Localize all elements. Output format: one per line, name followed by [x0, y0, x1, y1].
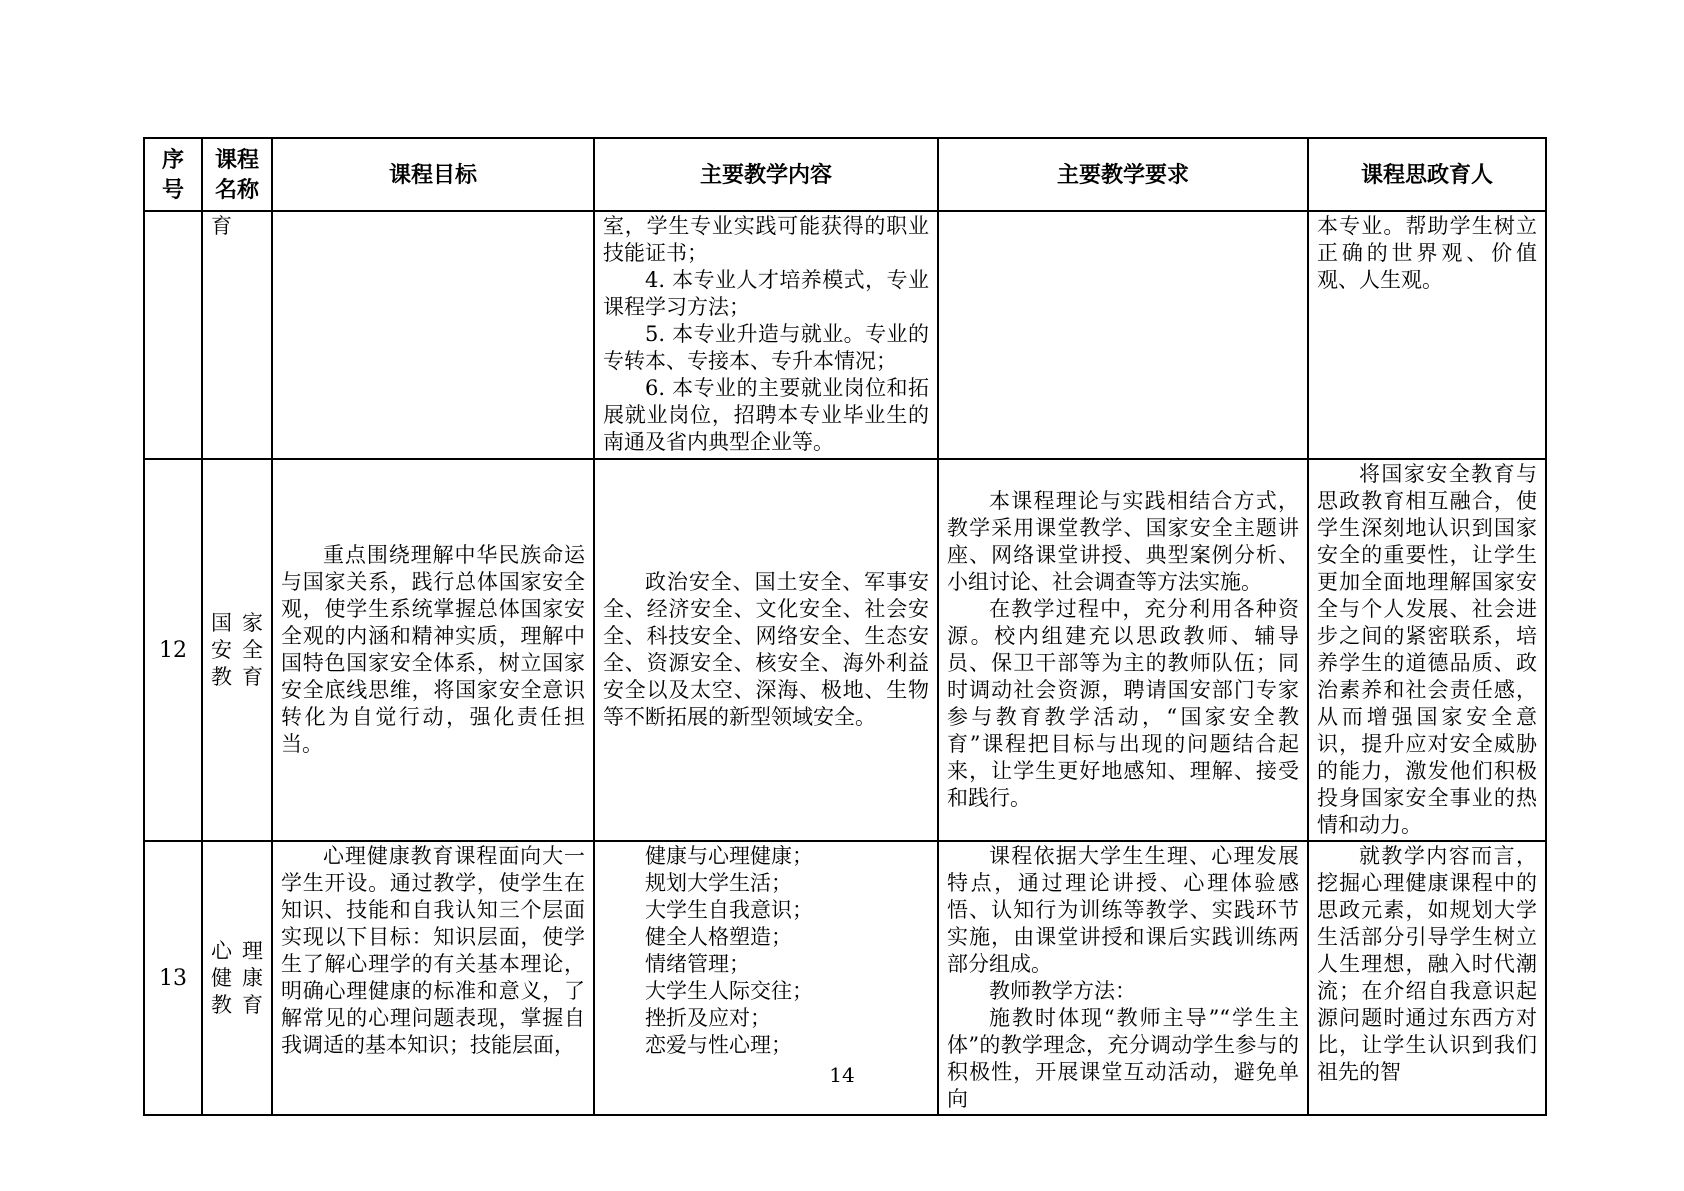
- objectives-paragraph: 心理健康教育课程面向大一学生开设。通过教学，使学生在知识、技能和自我认知三个层面实现以下目标：知识层面，使学生了解心理学的有关基本理论，明确心理健康的标准和意义，了解常见的心理问题表现，掌握自我调适的基本知识；技能层面，: [281, 844, 585, 1057]
- cell-requirements: [938, 211, 1308, 459]
- course-name-line: 健康: [211, 965, 263, 990]
- cell-no: [144, 211, 202, 459]
- header-no-line2: 号: [161, 176, 184, 202]
- ideology-paragraph: 本专业。帮助学生树立正确的世界观、价值观、人生观。: [1317, 214, 1537, 292]
- cell-objectives: [272, 459, 594, 841]
- course-name-line: 育: [211, 214, 232, 238]
- content-item: 健康与心理健康；: [645, 844, 813, 868]
- cell-content: [594, 211, 938, 459]
- header-no: [144, 138, 202, 211]
- page-number: 14: [829, 1063, 855, 1087]
- requirements-paragraph: 在教学过程中，充分利用各种资源。校内组建充以思政教师、辅导员、保卫干部等为主的教师队伍；同时调动社会资源，聘请国安部门专家参与教育教学活动，“国家安全教育”课程把目标与出现的问题结合起来，让学生更好地感知、理解、接受和践行。: [947, 597, 1299, 810]
- content-paragraph: 4. 本专业人才培养模式，专业课程学习方法；: [603, 268, 929, 319]
- requirements-paragraph: 课程依据大学生生理、心理发展特点，通过理论讲授、心理体验感悟、认知行为训练等教学、实践环节实施，由课堂讲授和课后实践训练两部分组成。: [947, 844, 1299, 976]
- content-paragraph: 室，学生专业实践可能获得的职业技能证书；: [603, 214, 929, 265]
- header-row: [144, 138, 1546, 211]
- header-name: [202, 138, 272, 211]
- content-item: 规划大学生活；: [645, 871, 792, 895]
- ideology-paragraph: 将国家安全教育与思政教育相互融合，使学生深刻地认识到国家安全的重要性，让学生更加全面地理解国家安全与个人发展、社会进步之间的紧密联系，培养学生的道德品质、政治素养和社会责任感，从而增强国家安全意识，提升应对安全威胁的能力，激发他们积极投身国家安全事业的热情和动力。: [1317, 462, 1537, 837]
- header-no-line1: 序: [161, 146, 184, 172]
- cell-ideology: [1308, 459, 1546, 841]
- cell-content: [594, 459, 938, 841]
- header-content: 主要教学内容: [594, 138, 938, 211]
- requirements-paragraph: 教师教学方法：: [989, 979, 1136, 1003]
- cell-no: 13: [144, 841, 202, 1115]
- header-name-line2: 名称: [214, 176, 259, 202]
- requirements-paragraph: 本课程理论与实践相结合方式，教学采用课堂教学、国家安全主题讲座、网络课堂讲授、典型案例分析、小组讨论、社会调查等方法实施。: [947, 489, 1299, 594]
- cell-course-name: [202, 459, 272, 841]
- header-requirements: 主要教学要求: [938, 138, 1308, 211]
- requirements-paragraph: 施教时体现“教师主导”“学生主体”的教学理念，充分调动学生参与的积极性，开展课堂互动活动，避免单向: [947, 1006, 1299, 1111]
- course-name-line: 安全: [211, 637, 263, 662]
- objectives-paragraph: 重点围绕理解中华民族命运与国家关系，践行总体国家安全观，使学生系统掌握总体国家安全观的内涵和精神实质，理解中国特色国家安全体系，树立国家安全底线思维，将国家安全意识转化为自觉行动，强化责任担当。: [281, 543, 585, 756]
- course-name-line: 国家: [211, 610, 263, 635]
- cell-requirements: [938, 459, 1308, 841]
- header-ideology: 课程思政育人: [1308, 138, 1546, 211]
- content-paragraph: 5. 本专业升造与就业。专业的专转本、专接本、专升本情况；: [603, 322, 929, 373]
- cell-objectives: [272, 211, 594, 459]
- content-item: 恋爱与性心理；: [645, 1033, 792, 1057]
- cell-no: 12: [144, 459, 202, 841]
- course-name-line: 教育: [211, 664, 263, 689]
- content-item: 大学生自我意识；: [645, 898, 813, 922]
- course-name-line: 心理: [211, 938, 263, 963]
- header-name-line1: 课程: [214, 146, 259, 172]
- course-plan-table: [143, 137, 1547, 1116]
- content-item: 情绪管理；: [645, 952, 750, 976]
- content-paragraph: 6. 本专业的主要就业岗位和拓展就业岗位，招聘本专业毕业生的南通及省内典型企业等。: [603, 376, 929, 454]
- table-row-continuation: [144, 211, 1546, 459]
- content-paragraph: 政治安全、国土安全、军事安全、经济安全、文化安全、社会安全、科技安全、网络安全、生态安全、资源安全、核安全、海外利益安全以及太空、深海、极地、生物等不断拓展的新型领域安全。: [603, 570, 929, 729]
- course-name-line: 教育: [211, 992, 263, 1017]
- table-row-12: [144, 459, 1546, 841]
- content-item: 挫折及应对；: [645, 1006, 771, 1030]
- content-item: 健全人格塑造；: [645, 925, 792, 949]
- cell-ideology: [1308, 211, 1546, 459]
- header-objectives: 课程目标: [272, 138, 594, 211]
- ideology-paragraph: 就教学内容而言，挖掘心理健康课程中的思政元素，如规划大学生活部分引导学生树立人生理想，融入时代潮流；在介绍自我意识起源问题时通过东西方对比，让学生认识到我们祖先的智: [1317, 844, 1537, 1084]
- content-item: 大学生人际交往；: [645, 979, 813, 1003]
- cell-course-name: [202, 211, 272, 459]
